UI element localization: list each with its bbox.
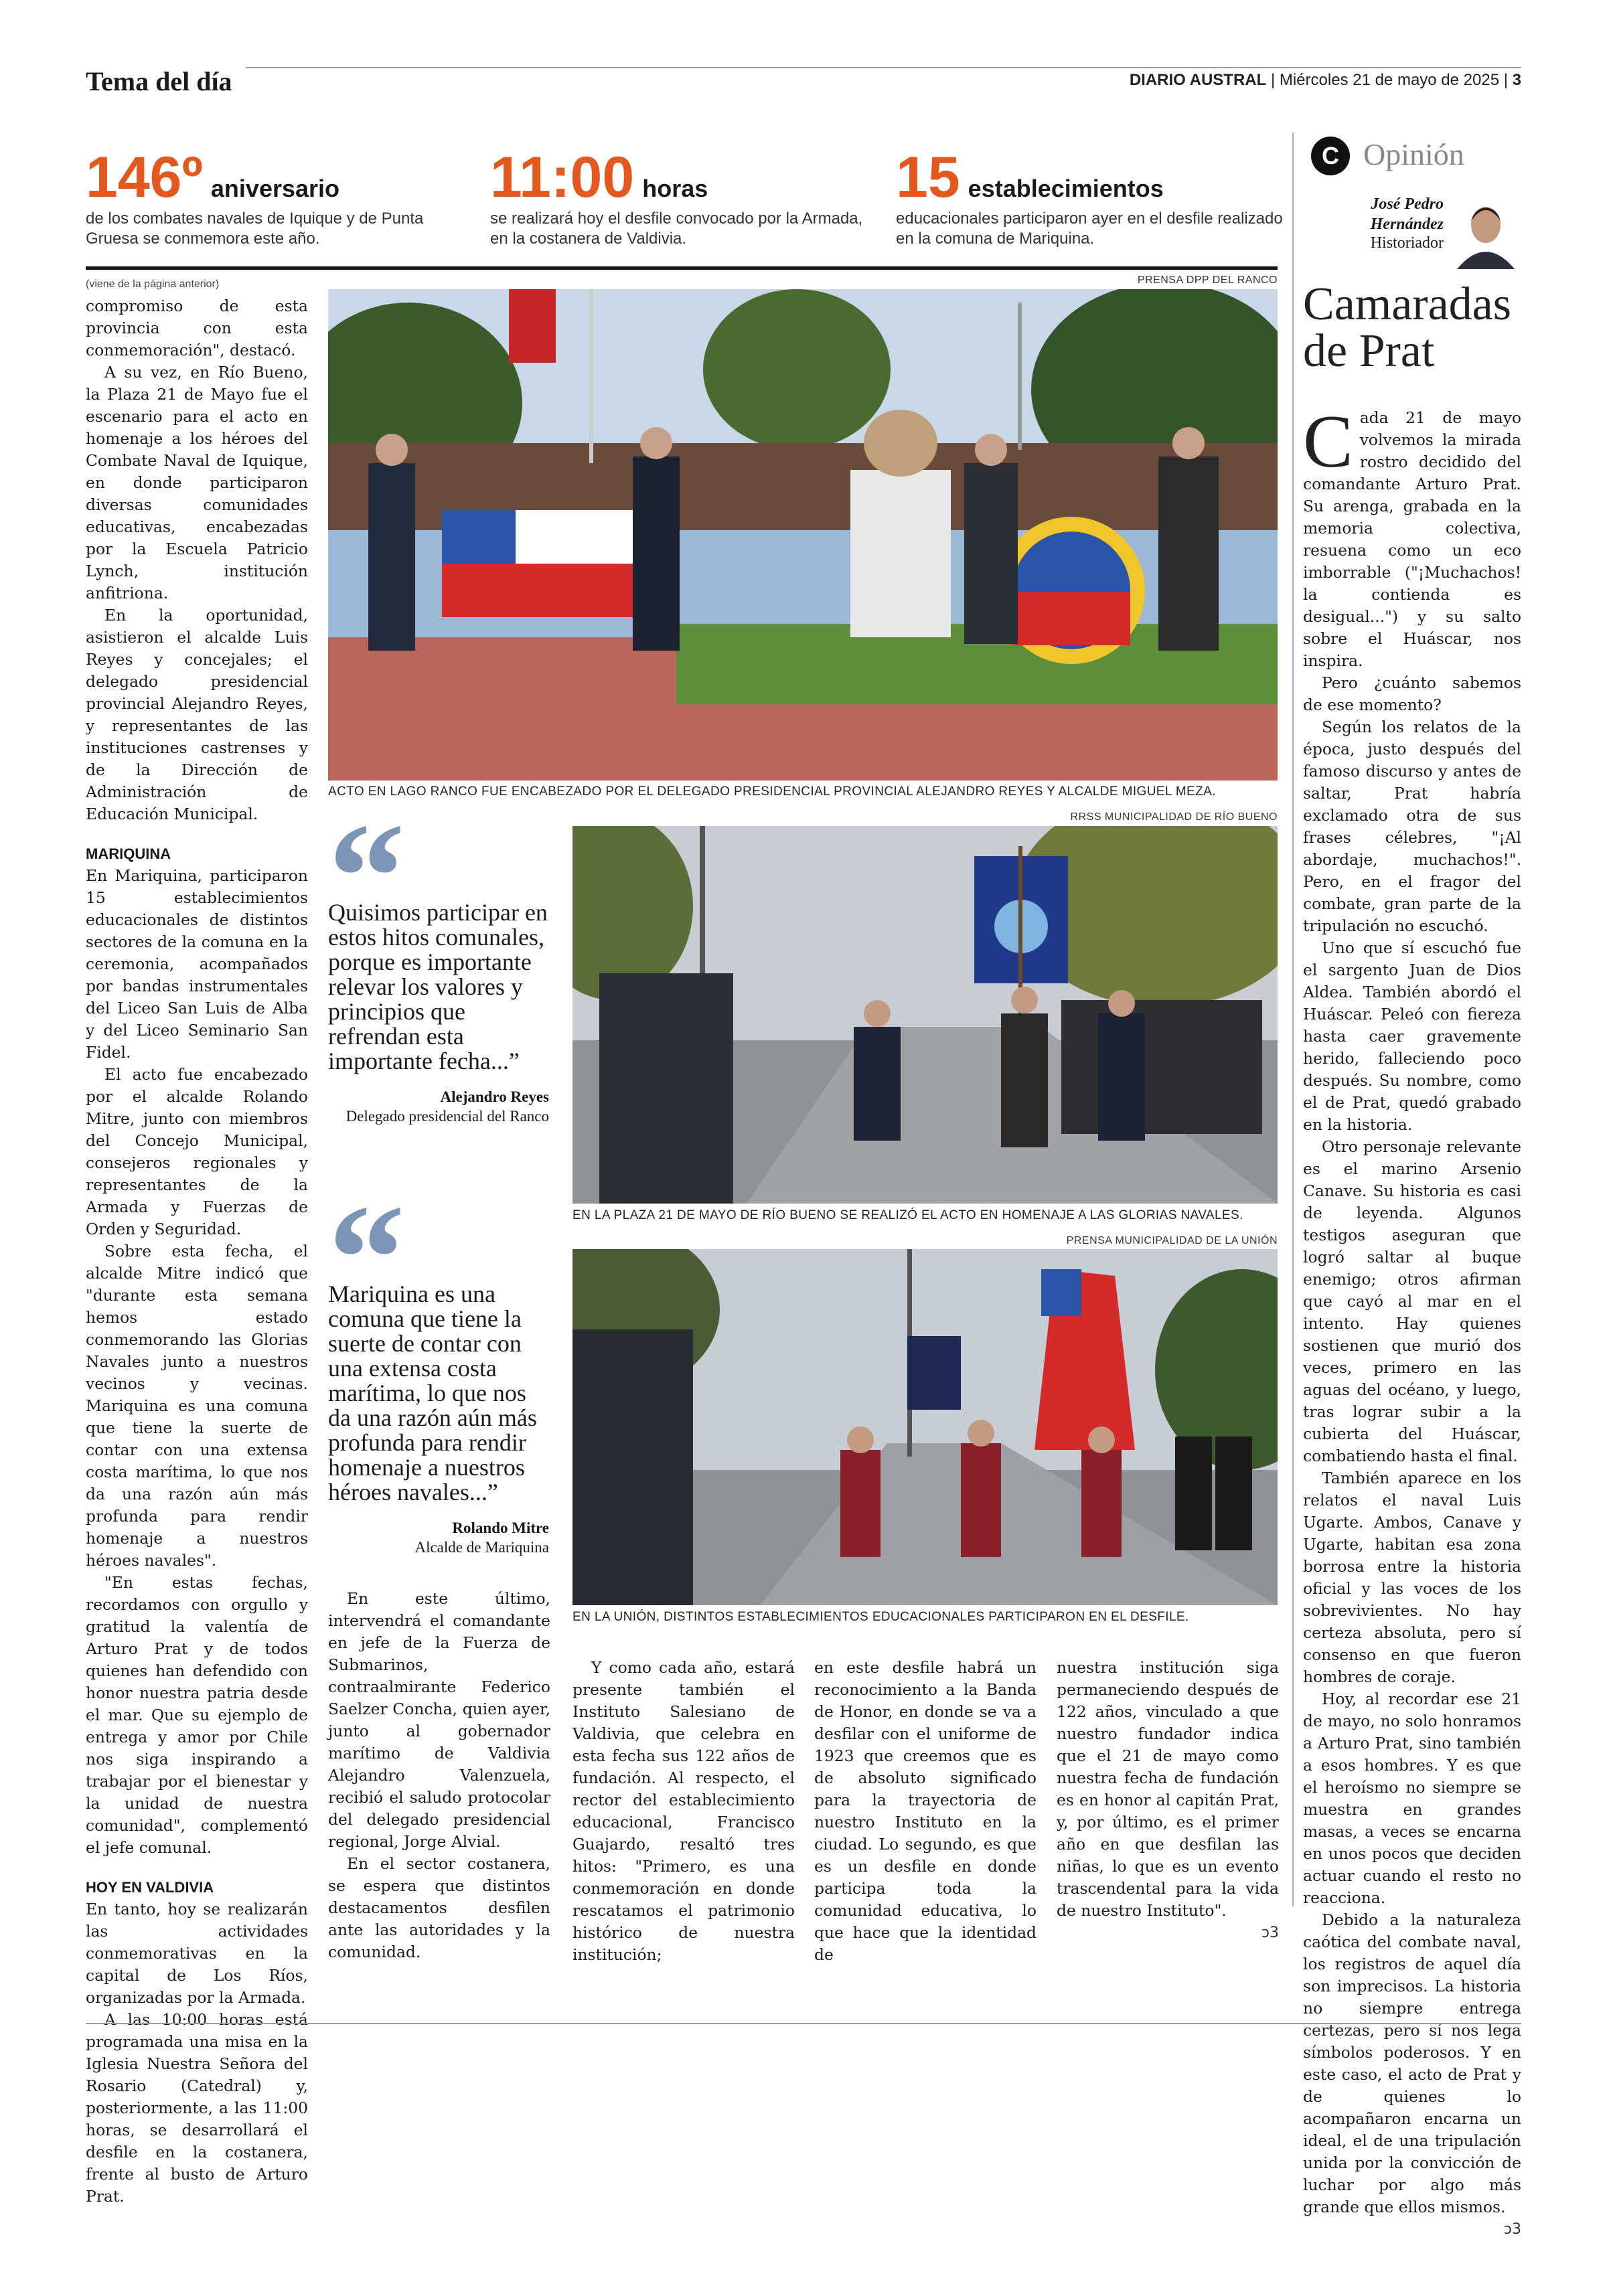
section-title: Tema del día	[86, 66, 246, 97]
subheading-mariquina: MARIQUINA	[86, 845, 171, 862]
opinion-body	[1303, 400, 1521, 2240]
quote-author: Rolando Mitre	[452, 1520, 549, 1536]
opinion-badge: C	[1311, 137, 1350, 175]
end-mark-icon: ↄ3	[1503, 2221, 1521, 2238]
fact-number: 146º	[86, 145, 203, 210]
article-column-2	[328, 1588, 550, 1963]
opinion-divider	[1292, 133, 1294, 1906]
paragraph: nuestra institución siga permaneciendo después de 122 años, vinculado a que nuestro fundador indica que el 21 de mayo como nuestra fecha de fundación es en honor al capitán Prat, y, por último, es el primer año en que desfilan las niñas, lo que es un evento trascendental para la vida de nuestro Instituto".	[1057, 1658, 1279, 1920]
end-mark-icon: ↄ3	[1261, 1924, 1279, 1941]
continuation-note: (viene de la página anterior)	[86, 278, 220, 290]
paragraph: También aparece en los relatos el naval Luis Ugarte. Ambos, Canave y Ugarte, habitan esa zona borrosa entre la historia oficial y las voces de los sobrevivientes. No hay certeza absoluta, pero sí consenso en que fueron hombres de coraje.	[1303, 1469, 1521, 1686]
fact-unit: horas	[642, 175, 708, 202]
paragraph: En este último, intervendrá el comandante en jefe de la Fuerza de Submarinos, contraalmirante Federico Saelzer Concha, quien ayer, junto al gobernador marítimo de Valdivia Alejandro Valenzuela, recibió el saludo protocolar del delegado presidencial regional, Jorge Alvial.	[328, 1589, 550, 1851]
photo-lago-ranco-image	[328, 289, 1278, 781]
fact-schools	[896, 145, 1284, 249]
fact-description: de los combates navales de Iquique y de Punta Gruesa se conmemora este año.	[86, 210, 424, 248]
photo-caption: ACTO EN LAGO RANCO FUE ENCABEZADO POR EL DELEGADO PRESIDENCIAL PROVINCIAL ALEJANDRO REYES Y ALCALDE MIGUEL MEZA.	[328, 785, 1216, 799]
quote-text: Quisimos participar en estos hitos comunales, porque es importante relevar los valores y principios que refrendan esta importante fecha...”	[328, 899, 548, 1074]
paragraph: Pero ¿cuánto sabemos de ese momento?	[1303, 673, 1521, 714]
paragraph: Cada 21 de mayo volvemos la mirada rostro decidido del comandante Arturo Prat. Su arenga, grabada en la memoria colectiva, resuena como un eco imborrable ("¡Muchachos! la contienda es desigual...") y su salto sobre el Huáscar, nos inspira.	[1303, 400, 1521, 670]
paragraph: En Mariquina, participaron 15 establecimientos educacionales de distintos sectores de la comuna en la ceremonia, acompañados por bandas instrumentales del Liceo San Luis de Alba y del Liceo Seminario San Fidel.	[86, 866, 308, 1062]
subheading-valdivia: HOY EN VALDIVIA	[86, 1879, 214, 1896]
paragraph: Uno que sí escuchó fue el sargento Juan de Dios Aldea. También abordó el Huáscar. Peleó con fiereza hasta caer gravemente herido, falleciendo poco después. Su nombre, como el de Prat, quedó grabado en la historia.	[1303, 938, 1521, 1134]
photo-credit: RRSS MUNICIPALIDAD DE RÍO BUENO	[1070, 811, 1278, 823]
facts-rule	[86, 266, 1278, 270]
photo-lago-ranco	[328, 289, 1278, 781]
opinion-label: Opinión	[1363, 137, 1464, 171]
fact-number: 15	[896, 145, 960, 210]
paragraph: A las 10:00 horas está programada una misa en la Iglesia Nuestra Señora del Rosario (Catedral) y, posteriormente, a las 11:00 horas, se desarrollará el desfile en la costanera, frente al busto de Arturo Prat.	[86, 2010, 308, 2206]
photo-rio-bueno-image	[572, 826, 1278, 1204]
paragraph: En la oportunidad, asistieron el alcalde Luis Reyes y concejales; el delegado presidencial provincial Alejandro Reyes, y representantes de las instituciones castrenses y de la Dirección de Administración de Educación Municipal.	[86, 606, 308, 823]
fact-unit: establecimientos	[968, 175, 1164, 202]
paragraph: Según los relatos de la época, justo después del famoso discurso y antes de saltar, Prat habría exclamado otra de sus frases célebres, "¡Al abordaje, muchachos!". Pero, en el fragor del combate, gran parte de la tripulación no escuchó.	[1303, 718, 1521, 935]
pull-quote-mitre	[328, 1202, 549, 1558]
paragraph: En el sector costanera, se espera que distintos destacamentos desfilen ante las autoridades y la comunidad.	[328, 1854, 550, 1961]
issue-date: Miércoles 21 de mayo de 2025	[1279, 71, 1500, 89]
photo-credit: PRENSA MUNICIPALIDAD DE LA UNIÓN	[1066, 1235, 1278, 1246]
quote-mark-icon	[328, 1202, 549, 1282]
quote-mark-icon	[328, 820, 549, 900]
fact-description: se realizará hoy el desfile convocado por la Armada, en la costanera de Valdivia.	[490, 210, 863, 248]
quote-author-role: Alcalde de Mariquina	[414, 1539, 549, 1556]
photo-rio-bueno	[572, 826, 1278, 1204]
paragraph: En tanto, hoy se realizarán las actividades conmemorativas en la capital de Los Ríos, organizadas por la Armada.	[86, 1900, 308, 2007]
photo-la-union-image	[572, 1249, 1278, 1605]
pull-quote-reyes	[328, 820, 549, 1127]
photo-caption: EN LA PLAZA 21 DE MAYO DE RÍO BUENO SE REALIZÓ EL ACTO EN HOMENAJE A LAS GLORIAS NAVALES.	[572, 1208, 1243, 1222]
quote-author-role: Delegado presidencial del Ranco	[346, 1108, 549, 1125]
quote-author: Alejandro Reyes	[440, 1088, 549, 1105]
fact-number: 11:00	[490, 145, 635, 210]
opinion-author: José Pedro Hernández	[1370, 195, 1444, 233]
footer-rule	[86, 2023, 1521, 2024]
article-column-3	[572, 1657, 795, 1966]
article-column-1	[86, 273, 308, 2208]
paragraph: El acto fue encabezado por el alcalde Rolando Mitre, junto con miembros del Concejo Municipal, consejeros regionales y representantes de la Armada y Fuerzas de Orden y Seguridad.	[86, 1065, 308, 1238]
header-meta: DIARIO AUSTRAL | Miércoles 21 de mayo de 2025 | 3	[1120, 71, 1521, 90]
paragraph: Hoy, al recordar ese 21 de mayo, no solo honramos a Arturo Prat, sino también a esos hombres. Y es que el heroísmo no siempre se muestra en grandes masas, a veces se encarna en unos pocos que deciden actuar cuando el resto no reacciona.	[1303, 1690, 1521, 1907]
opinion-author-role: Historiador	[1370, 234, 1444, 252]
paragraph: Sobre esta fecha, el alcalde Mitre indicó que "durante esta semana hemos estado conmemorando las Glorias Navales junto a nuestros vecinos y vecinas. Mariquina es una comuna que tiene la suerte de contar con una extensa costa marítima, lo que nos da una razón aún más profunda para rendir homenaje a nuestros héroes navales".	[86, 1242, 308, 1570]
author-avatar-image	[1450, 194, 1521, 269]
paragraph: "En estas fechas, recordamos con orgullo y gratitud la valentía de Arturo Prat y de todos quienes han defendido con honor nuestra patria desde el mar. Que su ejemplo de entrega y amor por Chile nos siga inspirando a trabajar por el bienestar y la unidad de nuestra comunidad", complementó el jefe comunal.	[86, 1573, 308, 1857]
article-column-4	[814, 1657, 1037, 1966]
opinion-title: Camaradas de Prat	[1303, 278, 1511, 377]
paragraph: A su vez, en Río Bueno, la Plaza 21 de Mayo fue el escenario para el acto en homenaje a los héroes del Combate Naval de Iquique, en donde participaron diversas comunidades educativas, encabezadas por la Escuela Patricio Lynch, institución anfitriona.	[86, 363, 308, 602]
paper-name: DIARIO AUSTRAL	[1129, 71, 1267, 89]
paragraph: compromiso de esta provincia con esta conmemoración", destacó.	[86, 297, 308, 359]
article-column-5	[1057, 1657, 1279, 1944]
photo-caption: EN LA UNIÓN, DISTINTOS ESTABLECIMIENTOS EDUCACIONALES PARTICIPARON EN EL DESFILE.	[572, 1610, 1189, 1624]
paragraph: Y como cada año, estará presente también el Instituto Salesiano de Valdivia, que celebra en esta fecha sus 122 años de fundación. Al respecto, el rector del establecimiento educacional, Francisco Guajardo, resaltó tres hitos: "Primero, es una conmemoración en donde rescatamos el patrimonio histórico de nuestra institución;	[572, 1658, 795, 1964]
quote-text: Mariquina es una comuna que tiene la suerte de contar con una extensa costa marítima, lo que nos da una razón aún más profunda para rendir homenaje a nuestros héroes navales...”	[328, 1281, 537, 1505]
photo-credit: PRENSA DPP DEL RANCO	[1137, 274, 1278, 286]
author-avatar	[1450, 194, 1521, 269]
header-rule	[86, 67, 1521, 68]
opinion-byline	[1350, 194, 1444, 252]
paragraph: Otro personaje relevante es el marino Arsenio Canave. Su historia es casi de leyenda. Algunos testigos aseguran que logró saltar al buque enemigo; otros afirman que cayó al mar en el intento. Hay quienes sostienen que murió dos veces, primero en las aguas del océano, y luego, tras lograr subir a la cubierta del Huáscar, combatiendo hasta el final.	[1303, 1137, 1521, 1465]
drop-cap: C	[1303, 400, 1353, 483]
fact-hour	[490, 145, 878, 249]
fact-anniversary	[86, 145, 474, 249]
fact-description: educacionales participaron ayer en el desfile realizado en la comuna de Mariquina.	[896, 210, 1283, 248]
page-number: 3	[1512, 71, 1521, 89]
paragraph: Debido a la naturaleza caótica del combate naval, los registros de aquel día son imprecisos. La historia no siempre entrega certezas, pero sí nos lega símbolos poderosos. Y en este caso, el acto de Prat y de quienes lo acompañaron encarna un ideal, el de una tripulación unida por la convicción de luchar por algo más grande que ellos mismos.	[1303, 1910, 1521, 2216]
fact-unit: aniversario	[210, 175, 340, 202]
paragraph: en este desfile habrá un reconocimiento a la Banda de Honor, en donde se va a desfilar con el uniforme de 1923 que creemos que es de absoluto significado para la trayectoria de nuestro Instituto en la ciudad. Lo segundo, es que es un desfile en donde participa toda la comunidad educativa, lo que hace que la identidad de	[814, 1658, 1037, 1964]
photo-la-union	[572, 1249, 1278, 1605]
